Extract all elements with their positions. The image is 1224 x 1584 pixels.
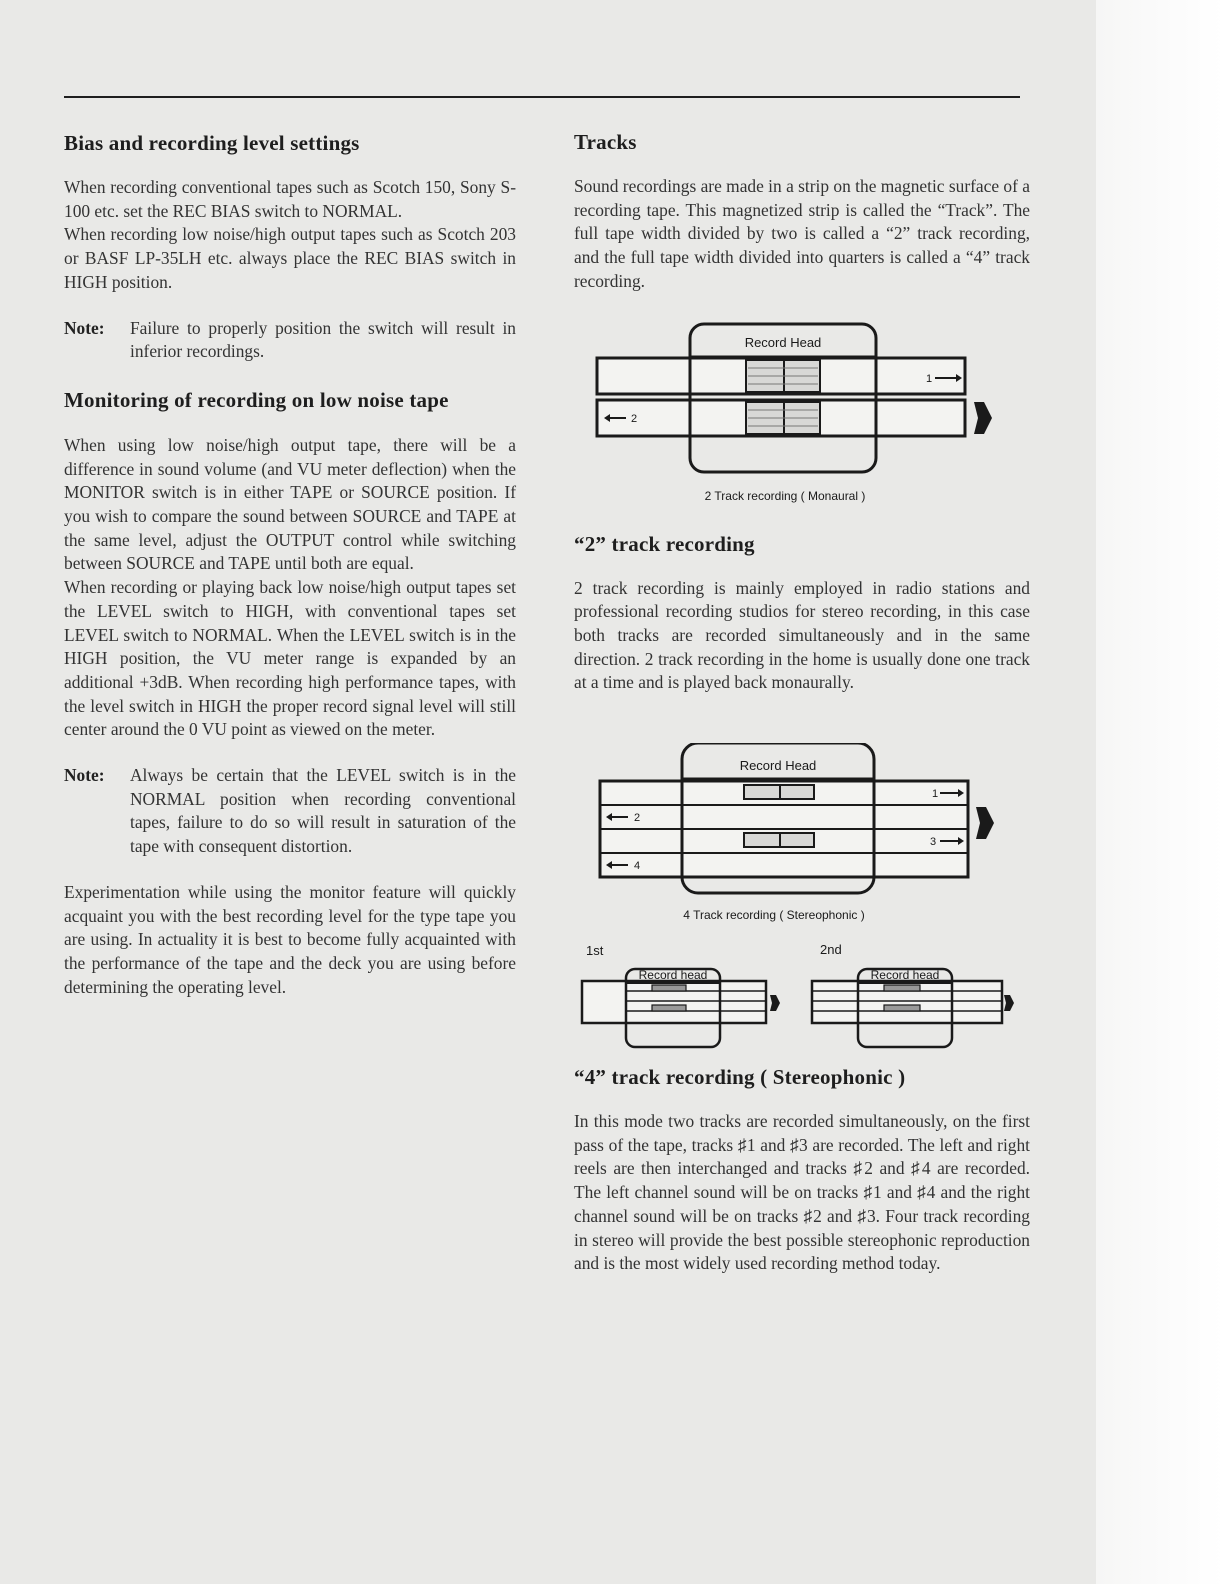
- track-2-label: 2: [631, 412, 638, 425]
- first-pass-diagram: [582, 968, 780, 1047]
- second-pass-label: 2nd: [820, 942, 842, 958]
- figure-2track-caption: 2 Track recording ( Monaural ): [704, 488, 866, 503]
- head-gap-track3b: [780, 833, 814, 847]
- monitoring-note-text: Always be certain that the LEVEL switch is in the NORMAL position when recording conventional tapes, failure to do so will result in saturation of the tape with consequent distortion.: [130, 765, 516, 857]
- tracks-heading: Tracks: [574, 130, 637, 154]
- figure-4track: [574, 743, 1030, 933]
- figure-passes-diagram: [574, 937, 1030, 1049]
- tape-direction-arrow-4: [976, 807, 994, 839]
- head-gap-track1b: [780, 785, 814, 799]
- figure-4track-caption: 4 Track recording ( Stereophonic ): [683, 908, 865, 923]
- track-3-label-4: 3: [930, 836, 937, 849]
- two-track-paragraph: 2 track recording is mainly employed in radio stations and professional recording studios for stereo recording, in this case both tracks are recorded simultaneously and in the same direction. 2 track recording in the home is usually done one track at a time and is played back monaurally.: [574, 577, 1030, 693]
- four-track-paragraph: In this mode two tracks are recorded simultaneously, on the first pass of the tape, tracks ♯1 and ♯3 are recorded. The left and right reels are then interchanged and tracks ♯2 and ♯4 are recorded. The left channel sound will be on tracks ♯1 and ♯4 and the right channel sound will be on tracks ♯2 and ♯3. Four track recording in stereo will provide the best possible stereophonic reproduction and is the most widely used recording method today.: [574, 1111, 1030, 1274]
- head-gap-track3a: [744, 833, 780, 847]
- second-pass-head-label: Record head: [870, 968, 940, 983]
- monitoring-closing-paragraph: Experimentation while using the monitor feature will quickly acquaint you with the best recording level for the type tape you are using. In actuality it is best to become fully acquainted with the performance of the tape and the deck you are using before determining the operating level.: [64, 881, 516, 997]
- record-head-label: Record Head: [744, 334, 822, 350]
- monitoring-note: [64, 764, 516, 859]
- monitoring-heading: Monitoring of recording on low noise tape: [64, 387, 449, 412]
- page-edge: [1096, 0, 1224, 1584]
- monitoring-note-label: Note:: [64, 765, 105, 786]
- head-gap-track1a: [744, 785, 780, 799]
- figure-passes: [574, 937, 1030, 1049]
- figure-2track-diagram: [574, 320, 1030, 510]
- first-pass-head-label: Record head: [638, 968, 708, 983]
- second-pass-diagram: [812, 968, 1014, 1047]
- top-rule: [64, 96, 1020, 98]
- figure-2track: [574, 320, 1030, 510]
- record-head-label-4: Record Head: [739, 758, 817, 774]
- two-track-heading: “2” track recording: [574, 531, 755, 556]
- bias-heading: Bias and recording level settings: [64, 131, 360, 155]
- track-4-label-4: 4: [634, 860, 641, 873]
- bias-paragraph-2: When recording low noise/high output tapes such as Scotch 203 or BASF LP-35LH etc. always place the REC BIAS switch in HIGH position.: [64, 224, 516, 292]
- figure-4track-diagram: [574, 743, 1030, 933]
- monitoring-paragraph-1: When using low noise/high output tape, there will be a difference in sound volume (and VU meter deflection) when the MONITOR switch is in either TAPE or SOURCE position. If you wish to compare the sound between SOURCE and TAPE at the same level, adjust the OUTPUT control while switching between SOURCE and TAPE until both are equal.: [64, 434, 516, 574]
- right-column: [574, 128, 1030, 1276]
- bias-note-label: Note:: [64, 317, 105, 338]
- track-1-label-4: 1: [932, 788, 939, 801]
- bias-note: [64, 317, 516, 364]
- first-pass-label: 1st: [586, 943, 604, 959]
- bias-paragraph-1: When recording conventional tapes such as Scotch 150, Sony S-100 etc. set the REC BIAS switch to NORMAL.: [64, 177, 516, 221]
- bias-note-text: Failure to properly position the switch will result in inferior recordings.: [130, 317, 516, 362]
- tracks-paragraph: Sound recordings are made in a strip on the magnetic surface of a recording tape. This magnetized strip is called the “Track”. The full tape width divided by two is called a “2” track recording, and the full tape width divided into quarters is called a “4” track recording.: [574, 176, 1030, 291]
- track-1-label: 1: [926, 372, 933, 385]
- left-column: [64, 128, 516, 999]
- tape-direction-arrow: [974, 402, 992, 434]
- four-track-heading: “4” track recording ( Stereophonic ): [574, 1065, 906, 1090]
- track-2-label-4: 2: [634, 812, 641, 825]
- monitoring-paragraph-2: When recording or playing back low noise/high output tapes set the LEVEL switch to HIGH, with conventional tapes set LEVEL switch to NORMAL. When the LEVEL switch is in the HIGH position, the VU meter range is expanded by an additional +3dB. When recording high performance tapes, with the level switch in HIGH the proper record signal level will still center around the 0 VU point as viewed on the meter.: [64, 577, 516, 740]
